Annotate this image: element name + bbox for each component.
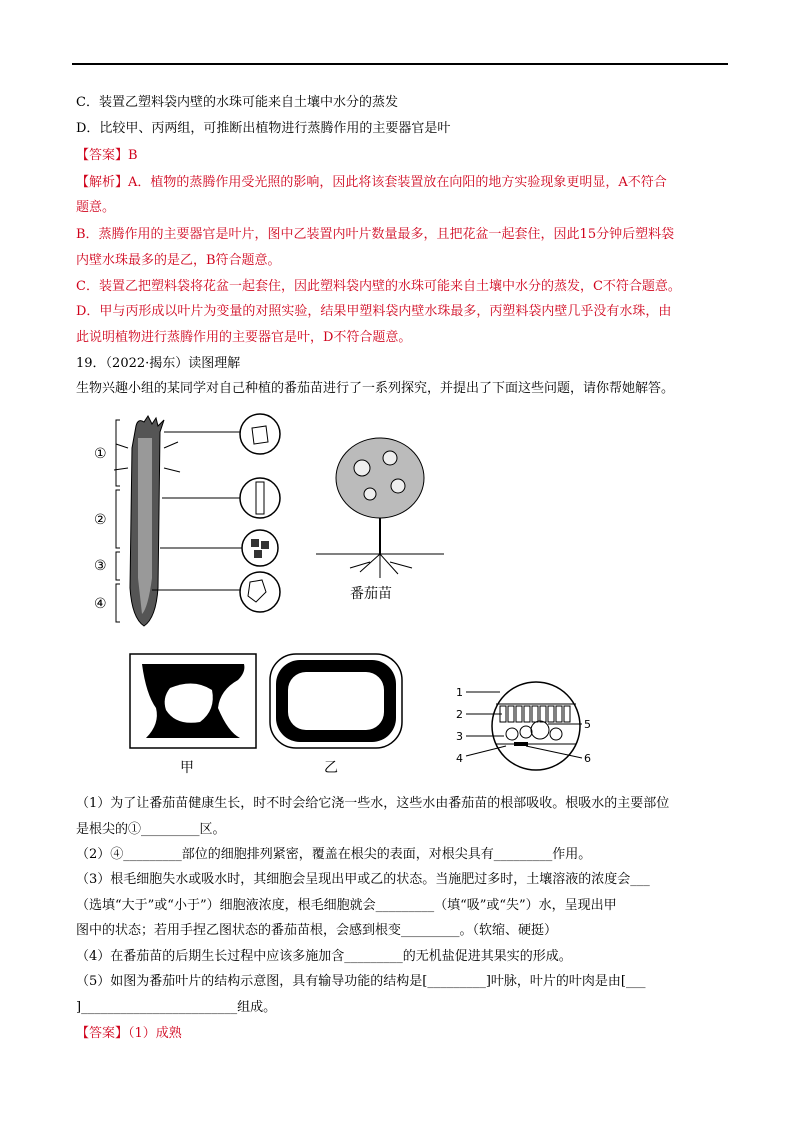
question-19-head: 19．（2022·揭东）读图理解 [76,356,241,371]
q19-part4: （4）在番茄苗的后期生长过程中应该多施加含_________的无机盐促进其果实的形成。 [76,949,572,964]
root-hair-cells-figure [120,648,420,776]
answer-value: B [128,148,138,163]
root-tip-figure [86,408,306,628]
answer-tag: 【答案】 [76,148,129,163]
leaf-label-2: 2 [456,708,463,721]
answer-19-tag: 【答案】 [76,1026,129,1041]
cell-label-yi: 乙 [324,760,338,776]
leaf-label-5: 5 [584,718,591,731]
leaf-label-4: 4 [456,752,463,765]
root-label-1: ① [94,446,107,462]
analysis-b1: B．蒸腾作用的主要器官是叶片，图中乙装置内叶片数量最多，且把花盆一起套住，因此15分钟后塑料袋 [76,227,675,242]
q19-part1a: （1）为了让番茄苗健康生长，时不时会给它浇一些水，这些水由番茄苗的根部吸收。根吸水的主要部位 [76,796,670,811]
question-19-intro: 生物兴趣小组的某同学对自己种植的番茄苗进行了一系列探究，并提出了下面这些问题，请你帮她解答。 [76,381,675,396]
cell-label-jia: 甲 [180,760,194,776]
leaf-label-3: 3 [456,730,463,743]
option-d: D．比较甲、丙两组，可推断出植物进行蒸腾作用的主要器官是叶 [76,121,451,136]
root-label-2: ② [94,512,107,528]
q19-part3c: 图中的状态；若用手捏乙图状态的番茄苗根，会感到根变_________。（软缩、硬挺） [76,923,558,938]
analysis-b2: 内壁水珠最多的是乙，B符合题意。 [76,253,281,268]
root-label-4: ④ [94,596,107,612]
q19-part3b: （选填“大于”或“小于”）细胞液浓度，根毛细胞就会_________（填“吸”或“失”）水，呈现出甲 [76,898,617,913]
seedling-caption: 番茄苗 [350,586,392,602]
analysis-a2: 题意。 [76,200,116,215]
leaf-section-figure [456,680,616,772]
q19-part3a: （3）根毛细胞失水或吸水时，其细胞会呈现出甲或乙的状态。当施肥过多时，土壤溶液的浓度会___ [76,872,650,887]
tomato-seedling-figure [310,428,450,608]
analysis-c1: C．装置乙把塑料袋将花盆一起套住，因此塑料袋内壁的水珠可能来自土壤中水分的蒸发，C不符合题意。 [76,279,681,294]
leaf-label-1: 1 [456,686,463,699]
q19-part2: （2）④_________部位的细胞排列紧密，覆盖在根尖的表面，对根尖具有_________作用。 [76,847,592,862]
q19-part1b: 是根尖的①_________区。 [76,822,226,837]
answer-19-value: （1）成熟 [128,1026,182,1041]
q19-part5b: ]________________________组成。 [76,1000,277,1015]
analysis-tag: 【解析】 [76,175,129,190]
analysis-a-text: A．植物的蒸腾作用受光照的影响，因此将该套装置放在向阳的地方实验现象更明显，A不符合 [128,175,667,190]
answer-18 [76,147,138,165]
analysis-d2: 此说明植物进行蒸腾作用的主要器官是叶，D不符合题意。 [76,330,412,345]
answer-19 [76,1025,182,1043]
analysis-d1: D．甲与丙形成以叶片为变量的对照实验，结果甲塑料袋内壁水珠最多，丙塑料袋内壁几乎没有水珠，由 [76,304,672,319]
header-rule [72,63,728,65]
analysis-a1 [76,174,667,192]
root-label-3: ③ [94,558,107,574]
leaf-label-6: 6 [584,752,591,765]
q19-part5a: （5）如图为番茄叶片的结构示意图，具有输导功能的结构是[_________]叶脉，叶片的叶肉是由[___ [76,974,646,989]
option-c: C．装置乙塑料袋内壁的水珠可能来自土壤中水分的蒸发 [76,95,398,110]
